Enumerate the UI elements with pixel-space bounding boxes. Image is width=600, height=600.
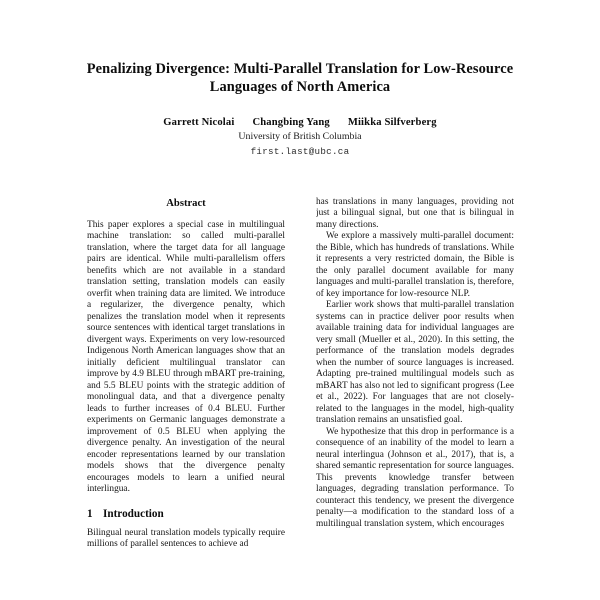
column-left (87, 197, 285, 600)
affiliation: University of British Columbia (238, 131, 362, 142)
body-columns (87, 197, 514, 600)
right-paragraph-4: We hypothesize that this drop in performance is a consequence of an inability of the model to learn a neural interlingua (Johnson et al., 2017), that is, a shared semantic representation for source languages. This prevents knowledge transfer between languages, degrading translation performance. To counteract this tendency, we present the divergence penalty—a modification to the standard loss of a multilingual translation system, which encourages (316, 426, 514, 529)
section-number: 1 (87, 507, 93, 520)
right-paragraph-1: has translations in many languages, providing not just a bilingual signal, but one that is bilingual in many directions. (316, 197, 514, 230)
introduction-paragraph-1: Bilingual neural translation models typically require millions of parallel sentences to achieve ad (87, 527, 285, 550)
column-right (316, 197, 514, 600)
author-1: Garrett Nicolai (163, 117, 235, 128)
right-paragraph-2: We explore a massively multi-parallel document: the Bible, which has hundreds of translations. While it represents a very restricted domain, the Bible is the only parallel document available for many languages and multi-parallel translation is, therefore, of key importance for low-resource NLP. (316, 231, 514, 299)
page-title (85, 61, 515, 96)
abstract-heading: Abstract (166, 198, 206, 209)
author-block (85, 116, 515, 159)
section-heading-introduction (87, 508, 285, 521)
title-line-1: Penalizing Divergence: Multi-Parallel Translation for Low-Resource (86, 61, 514, 77)
author-3: Miikka Silfverberg (347, 117, 437, 128)
right-paragraph-3: Earlier work shows that multi-parallel translation systems can in practice deliver poor results when available training data for individual languages are very small (Mueller et al., 2020). In this setting, the performance of the translation models degrades when the number of source languages is increased. Adapting pre-trained multilingual models such as mBART has also not led to significant progress (Lee et al., 2022). For languages that are not closely-related to the languages in the model, high-quality translation remains an unsatisfied goal. (316, 300, 514, 426)
author-list (85, 116, 515, 129)
abstract-text: This paper explores a special case in multilingual machine translation: so called multi-parallel translation, where the target data for all language pairs are identical. While multi-parallelism offers benefits which are not available in a standard translation setting, translation models can easily overfit when training data are limited. We introduce a regularizer, the divergence penalty, which penalizes the translation model when it represents source sentences with identical target translations in divergent ways. Experiments on very low-resourced Indigenous North American languages show that an initially deficient multilingual translator can improve by 4.9 BLEU through mBART pre-training, and 5.5 BLEU points with the strategic addition of monolingual data, and that a divergence penalty leads to further increases of 0.4 BLEU. Further experiments on Germanic languages demonstrate a improvement of 0.5 BLEU when applying the divergence penalty. An investigation of the neural encoder representations learned by our translation models shows that the divergence penalty encourages models to learn a unified neural interlingua. (87, 220, 285, 495)
section-title: Introduction (103, 507, 164, 520)
author-2: Changbing Yang (252, 117, 330, 128)
title-block (85, 0, 515, 159)
contact-email: first.last@ubc.ca (250, 146, 350, 157)
title-line-2: Languages of North America (209, 78, 391, 95)
